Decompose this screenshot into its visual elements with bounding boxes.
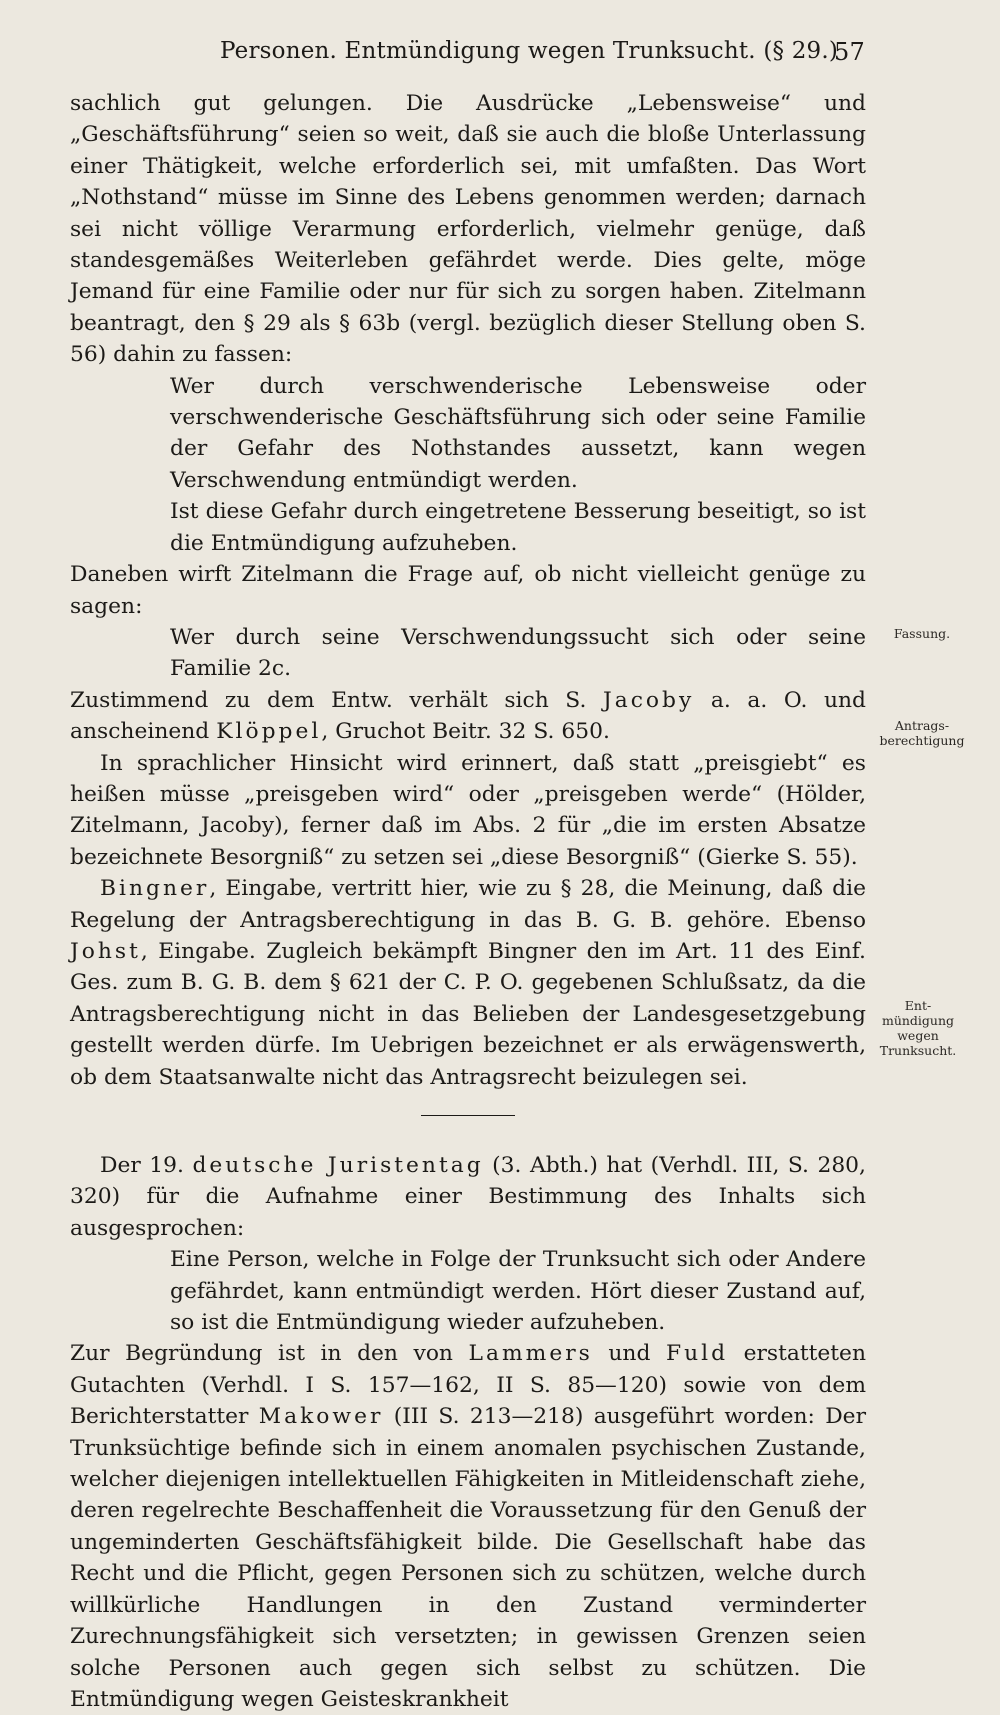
author-name: Lammers — [468, 1341, 593, 1367]
author-name: Makower — [258, 1404, 384, 1430]
text-run: Der 19. — [100, 1153, 193, 1178]
page-number: 57 — [834, 38, 865, 66]
quote-paragraph: Ist diese Gefahr durch eingetretene Besserung beseitigt, so ist die Entmündigung aufzuheben. — [170, 499, 866, 556]
body-text — [70, 88, 866, 1715]
text-run: (3. Abth.) hat (Verhdl. III, S. 280, 320) für die Aufnahme einer Bestimmung des Inhalts sich ausgesprochen: — [70, 1153, 866, 1241]
text-run: , Gruchot Beitr. 32 S. 650. — [321, 719, 610, 745]
text-run: Zur Begründung ist in den von — [70, 1341, 469, 1367]
paragraph — [70, 1338, 866, 1715]
text-run: a. a. O. und anscheinend — [70, 687, 866, 745]
text-run: erstatteten Gutachten (Verhdl. I S. 157—162, II S. 85—120) sowie von dem Berichterstatter — [70, 1341, 866, 1430]
text-run: , Eingabe, vertritt hier, wie zu § 28, die Meinung, daß die Regelung der Antragsberechtigung in das B. G. B. gehöre. Ebenso — [70, 876, 866, 933]
paragraph — [70, 1150, 866, 1244]
quote-paragraph: Wer durch verschwenderische Lebensweise oder verschwenderische Geschäftsführung sich oder seine Familie der Gefahr des Nothstandes aussetzt, kann wegen Verschwendung entmündigt werden. — [170, 373, 866, 493]
margin-note-fassung: Fassung. — [893, 626, 951, 641]
paragraph — [70, 685, 866, 748]
paragraph: In sprachlicher Hinsicht wird erinnert, daß statt „preisgiebt“ es heißen müsse „preisgeben wird“ oder „preisgeben werde“ (Hölder, Zitelmann, Jacoby), ferner daß im Abs. 2 für „die im ersten Absatze bezeichnete Besorgniß“ zu setzen sei „diese Besorgniß“ (Gierke S. 55). — [70, 750, 866, 870]
header-title: Personen. Entmündigung wegen Trunksucht. (§ 29.) — [220, 38, 839, 64]
running-header — [70, 34, 865, 74]
author-name: Fuld — [665, 1341, 729, 1367]
author-name: Jacoby — [602, 687, 695, 713]
author-name: Bingner — [100, 876, 210, 902]
text-run: , Eingabe. Zugleich bekämpft Bingner den im Art. 11 des Einf. Ges. zum B. G. B. dem § 621 der C. P. O. gegebenen Schlußsatz, da die Antragsberechtigung nicht in das Belieben der Landesgesetzgebung gestellt werden dürfe. Im Uebrigen bezeichnet er als erwägenswerth, ob dem Staatsanwalte nicht das Antragsrecht beizulegen sei. — [70, 938, 866, 1090]
text-run: (III S. 213—218) ausgeführt worden: Der Trunksüchtige befinde sich in einem anomalen psychischen Zustande, welcher diejenigen intellektuellen Fähigkeiten in Mitleidenschaft ziehe, deren regelrechte Beschaffenheit die Voraussetzung für den Genuß der ungeminderten Geschäftsfähigkeit bilde. Die Gesellschaft habe das Recht und die Pflicht, gegen Personen sich zu schützen, welche durch willkürliche Handlungen in den Zustand verminderter Zurechnungsfähigkeit sich versetzten; in gewissen Grenzen seien solche Personen auch gegen sich selbst zu schützen. Die Entmündigung wegen Geisteskrankheit — [70, 1404, 867, 1712]
margin-note-antragsberechtigung: Antrags-berechtigung — [879, 718, 965, 748]
quote-paragraph: Eine Person, welche in Folge der Trunksucht sich oder Andere gefährdet, kann entmündigt werden. Hört dieser Zustand auf, so ist die Entmündigung wieder aufzuheben. — [170, 1247, 866, 1336]
text-run: und — [592, 1341, 666, 1367]
author-name: Klöppel — [216, 719, 322, 745]
margin-note-entmuendigung: Ent-mündigung wegen Trunksucht. — [879, 998, 957, 1058]
spaced-title: deutsche Juristentag — [192, 1153, 484, 1178]
author-name: Johst — [70, 938, 141, 964]
section-divider — [421, 1115, 515, 1116]
paragraph: Daneben wirft Zitelmann die Frage auf, ob nicht vielleicht genüge zu sagen: — [70, 562, 866, 619]
quote-paragraph: Wer durch seine Verschwendungssucht sich oder seine Familie 2c. — [170, 624, 866, 682]
paragraph: sachlich gut gelungen. Die Ausdrücke „Lebensweise“ und „Geschäftsführung“ seien so weit, daß sie auch die bloße Unterlassung einer Thätigkeit, welche erforderlich sei, mit umfaßten. Das Wort „Nothstand“ müsse im Sinne des Lebens genommen werden; darnach sei nicht völlige Verarmung erforderlich, vielmehr genüge, daß standesgemäßes Weiterleben gefährdet werde. Dies gelte, möge Jemand für eine Familie oder nur für sich zu sorgen haben. Zitelmann beantragt, den § 29 als § 63b (vergl. bezüglich dieser Stellung oben S. 56) dahin zu fassen: — [70, 91, 866, 368]
paragraph — [70, 873, 866, 1093]
text-run: Zustimmend zu dem Entw. verhält sich S. — [70, 687, 603, 713]
